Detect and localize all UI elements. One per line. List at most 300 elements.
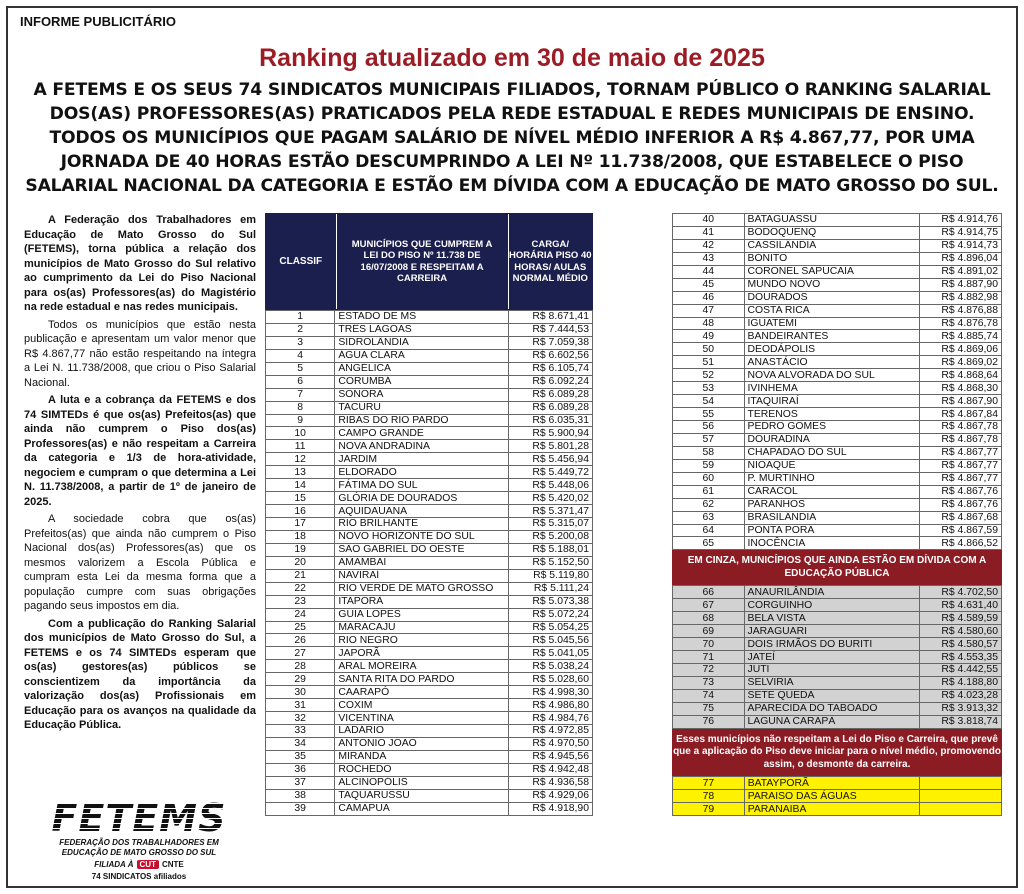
table-row (673, 599, 1002, 612)
municipality-cell: CORGUINHO (744, 599, 920, 612)
salary-cell: R$ 4.702,50 (920, 586, 1002, 599)
municipality-cell: BODOQUENQ (744, 226, 920, 239)
salary-cell: R$ 5.200,08 (509, 530, 593, 543)
salary-cell: R$ 5.111,24 (509, 582, 593, 595)
table-row (266, 375, 593, 388)
table-row (266, 323, 593, 336)
table-row (266, 466, 593, 479)
rank-cell: 73 (673, 676, 745, 689)
table-row (673, 291, 1002, 304)
salary-cell: R$ 5.456,94 (509, 453, 593, 466)
salary-cell: R$ 6.089,28 (509, 401, 593, 414)
salary-cell: R$ 4.867,77 (920, 446, 1002, 459)
table-row (673, 356, 1002, 369)
table-row (266, 388, 593, 401)
municipality-cell: SIDROLÂNDIA (335, 336, 509, 349)
table-row (266, 634, 593, 647)
table-row (673, 317, 1002, 330)
rank-cell: 9 (266, 414, 335, 427)
table-row (673, 278, 1002, 291)
municipality-cell: RIO BRILHANTE (335, 518, 509, 531)
salary-cell: R$ 5.072,24 (509, 608, 593, 621)
rank-cell: 42 (673, 239, 745, 252)
salary-cell: R$ 4.867,77 (920, 472, 1002, 485)
fetems-logo (44, 798, 234, 881)
rank-cell: 10 (266, 427, 335, 440)
salary-cell: R$ 4.914,75 (920, 226, 1002, 239)
salary-cell: R$ 4.885,74 (920, 330, 1002, 343)
table-row (673, 625, 1002, 638)
advertisement-page (6, 6, 1018, 888)
salary-cell: R$ 4.876,78 (920, 317, 1002, 330)
table-row (673, 395, 1002, 408)
salary-cell: R$ 5.073,38 (509, 595, 593, 608)
municipality-cell: ÁGUA CLARA (335, 349, 509, 362)
salary-cell: R$ 4.866,52 (920, 537, 1002, 550)
municipality-cell: GUIA LOPES (335, 608, 509, 621)
salary-cell: R$ 4.876,88 (920, 304, 1002, 317)
salary-cell: R$ 5.371,47 (509, 505, 593, 518)
salary-cell: R$ 4.580,60 (920, 625, 1002, 638)
salary-cell: R$ 4.970,50 (509, 737, 593, 750)
municipality-cell: PARAISO DAS ÁGUAS (744, 790, 920, 803)
table-row (673, 790, 1002, 803)
salary-cell: R$ 7.059,38 (509, 336, 593, 349)
table-row (266, 582, 593, 595)
debt-banner: EM CINZA, MUNICÍPIOS QUE AINDA ESTÃO EM DÍVIDA COM A EDUCAÇÃO PÚBLICA (672, 550, 1002, 585)
municipality-cell: CASSILÂNDIA (744, 239, 920, 252)
table-row (266, 725, 593, 738)
salary-cell: R$ 4.867,78 (920, 433, 1002, 446)
ranking-rows-left (266, 311, 593, 816)
municipality-cell: P. MURTINHO (744, 472, 920, 485)
salary-cell: R$ 4.867,78 (920, 421, 1002, 434)
municipality-cell: PARANAIBA (744, 803, 920, 816)
salary-cell: R$ 4.867,76 (920, 498, 1002, 511)
table-row (266, 530, 593, 543)
rank-cell: 36 (266, 763, 335, 776)
salary-cell: R$ 4.631,40 (920, 599, 1002, 612)
municipality-cell: RIO VERDE DE MATO GROSSO (335, 582, 509, 595)
municipality-cell: ROCHEDO (335, 763, 509, 776)
logo-wordmark: FETEMS (44, 798, 234, 838)
municipality-cell: NOVO HORIZONTE DO SUL (335, 530, 509, 543)
municipality-cell: AMAMBAI (335, 556, 509, 569)
rank-cell: 1 (266, 311, 335, 324)
rank-cell: 6 (266, 375, 335, 388)
rank-cell: 32 (266, 712, 335, 725)
salary-cell: R$ 4.918,90 (509, 802, 593, 815)
table-row (673, 498, 1002, 511)
rank-cell: 74 (673, 689, 745, 702)
municipality-cell: SÃO GABRIEL DO OESTE (335, 543, 509, 556)
municipality-cell: ANASTÁCIO (744, 356, 920, 369)
rank-cell: 58 (673, 446, 745, 459)
rank-cell: 8 (266, 401, 335, 414)
municipality-cell: LAGUNA CARAPÃ (744, 715, 920, 728)
intro-paragraph: A sociedade cobra que os(as) Prefeitos(as) que ainda não cumprem o Piso Nacional dos(as) Professores(as) que os mesmos valorizem a Escola Pública e cumpram esta Lei da mesma forma que a população cumpre com suas obrigações pagando seus impostos em dia. (24, 513, 256, 612)
table-row (266, 518, 593, 531)
salary-cell: R$ 6.089,28 (509, 388, 593, 401)
salary-cell: R$ 3.818,74 (920, 715, 1002, 728)
salary-cell: R$ 4.868,64 (920, 369, 1002, 382)
municipality-cell: CORUMBÁ (335, 375, 509, 388)
municipality-cell: SELVIRIA (744, 676, 920, 689)
table-row (673, 265, 1002, 278)
table-row (266, 686, 593, 699)
rank-cell: 27 (266, 647, 335, 660)
page-title: Ranking atualizado em 30 de maio de 2025 (259, 44, 765, 72)
rank-cell: 77 (673, 777, 745, 790)
rank-cell: 48 (673, 317, 745, 330)
intro-paragraph: A luta e a cobrança da FETEMS e dos 74 SIMTEDs é que os(as) Prefeitos(as) que ainda não cumprem o Piso dos(as) Professores(as) e não respeitam a Carreira da categoria e 1/3 de hora-atividade, negociem e cumpram o que determina a Lei N. 11.738/2008, a partir de 1º de janeiro de 2025. (24, 394, 256, 508)
salary-cell: R$ 4.869,02 (920, 356, 1002, 369)
rank-cell: 54 (673, 395, 745, 408)
rank-cell: 51 (673, 356, 745, 369)
rank-cell: 46 (673, 291, 745, 304)
municipality-cell: CAMPO GRANDE (335, 427, 509, 440)
table-row (266, 621, 593, 634)
ranking-rows-career (673, 777, 1002, 816)
rank-cell: 53 (673, 382, 745, 395)
salary-cell: R$ 6.035,31 (509, 414, 593, 427)
salary-cell: R$ 4.580,57 (920, 638, 1002, 651)
table-row (673, 446, 1002, 459)
table-row (266, 440, 593, 453)
rank-cell: 22 (266, 582, 335, 595)
rank-cell: 35 (266, 750, 335, 763)
table-row (266, 492, 593, 505)
rank-cell: 7 (266, 388, 335, 401)
municipality-cell: TAQUARUSSU (335, 789, 509, 802)
rank-cell: 43 (673, 252, 745, 265)
table-row (673, 239, 1002, 252)
municipality-cell: NOVA ANDRADINA (335, 440, 509, 453)
rank-cell: 16 (266, 505, 335, 518)
salary-cell: R$ 5.449,72 (509, 466, 593, 479)
salary-cell (920, 790, 1002, 803)
municipality-cell: NAVIRAÍ (335, 569, 509, 582)
salary-cell: R$ 4.867,84 (920, 408, 1002, 421)
municipality-cell: ITAPORÃ (335, 595, 509, 608)
rank-cell: 17 (266, 518, 335, 531)
rank-cell: 70 (673, 638, 745, 651)
table-row (673, 485, 1002, 498)
salary-cell: R$ 5.045,56 (509, 634, 593, 647)
municipality-cell: DOURADOS (744, 291, 920, 304)
ranking-table-left (265, 213, 593, 816)
cut-logo: CUT (137, 860, 159, 869)
salary-cell: R$ 5.188,01 (509, 543, 593, 556)
table-row (266, 737, 593, 750)
municipality-cell: ESTADO DE MS (335, 311, 509, 324)
rank-cell: 33 (266, 725, 335, 738)
municipality-cell: RIO NEGRO (335, 634, 509, 647)
municipality-cell: APARECIDA DO TABOADO (744, 702, 920, 715)
salary-cell: R$ 4.891,02 (920, 265, 1002, 278)
table-row (266, 349, 593, 362)
intro-paragraph: Todos os municípios que estão nesta publicação e apresentam um valor menor que R$ 4.867,77 não estão respeitando na íntegra a Lei N. 11.738/2008, que criou o Piso Salarial Nacional. (24, 318, 256, 389)
municipality-cell: SONORA (335, 388, 509, 401)
header-classif: CLASSIF (279, 255, 323, 267)
table-row (266, 569, 593, 582)
rank-cell: 64 (673, 524, 745, 537)
logo-count: 74 SINDICATOS afiliados (91, 872, 187, 881)
rank-cell: 71 (673, 651, 745, 664)
municipality-cell: MUNDO NOVO (744, 278, 920, 291)
salary-cell: R$ 4.868,30 (920, 382, 1002, 395)
municipality-cell: BONITO (744, 252, 920, 265)
salary-cell: R$ 6.092,24 (509, 375, 593, 388)
municipality-cell: TRÊS LAGOAS (335, 323, 509, 336)
rank-cell: 69 (673, 625, 745, 638)
municipality-cell: DEODÁPOLIS (744, 343, 920, 356)
rank-cell: 25 (266, 621, 335, 634)
rank-cell: 79 (673, 803, 745, 816)
municipality-cell: COSTA RICA (744, 304, 920, 317)
salary-cell: R$ 6.105,74 (509, 362, 593, 375)
municipality-cell: CAARAPÓ (335, 686, 509, 699)
salary-cell: R$ 4.986,80 (509, 699, 593, 712)
salary-cell: R$ 5.152,50 (509, 556, 593, 569)
rank-cell: 60 (673, 472, 745, 485)
rank-cell: 28 (266, 660, 335, 673)
table-row (266, 505, 593, 518)
table-row (673, 369, 1002, 382)
rank-cell: 56 (673, 421, 745, 434)
municipality-cell: BATAYPORÃ (744, 777, 920, 790)
rank-cell: 75 (673, 702, 745, 715)
rank-cell: 13 (266, 466, 335, 479)
table-row (266, 336, 593, 349)
salary-cell: R$ 5.041,05 (509, 647, 593, 660)
headline: A FETEMS E OS SEUS 74 SINDICATOS MUNICIPAIS FILIADOS, TORNAM PÚBLICO O RANKING SALARIAL DOS(AS) PROFESSORES(AS) PRATICADOS PELA REDE ESTADUAL E REDES MUNICIPAIS DE ENSINO. TODOS OS MUNICÍPIOS QUE PAGAM SALÁRIO DE NÍVEL MÉDIO INFERIOR A R$ 4.867,77, POR UMA JORNADA DE 40 HORAS ESTÃO DESCUMPRINDO A LEI Nº 11.738/2008, QUE ESTABELECE O PISO SALARIAL NACIONAL DA CATEGORIA E ESTÃO EM DÍVIDA COM A EDUCAÇÃO DE MATO GROSSO DO SUL. (25, 80, 999, 196)
rank-cell: 76 (673, 715, 745, 728)
rank-cell: 67 (673, 599, 745, 612)
salary-cell: R$ 4.023,28 (920, 689, 1002, 702)
municipality-cell: RIBAS DO RIO PARDO (335, 414, 509, 427)
municipality-cell: JAPORÃ (335, 647, 509, 660)
salary-cell: R$ 4.442,55 (920, 664, 1002, 677)
municipality-cell: PARANHOS (744, 498, 920, 511)
municipality-cell: GLÓRIA DE DOURADOS (335, 492, 509, 505)
municipality-cell: ANTONIO JOÃO (335, 737, 509, 750)
table-row (673, 777, 1002, 790)
salary-cell: R$ 5.038,24 (509, 660, 593, 673)
municipality-cell: LADÁRIO (335, 725, 509, 738)
table-row (673, 664, 1002, 677)
salary-cell: R$ 4.869,06 (920, 343, 1002, 356)
table-row (673, 226, 1002, 239)
rank-cell: 40 (673, 214, 745, 227)
cnte-logo: CNTE (161, 860, 184, 869)
rank-cell: 47 (673, 304, 745, 317)
salary-cell: R$ 4.914,76 (920, 214, 1002, 227)
table-row (673, 252, 1002, 265)
salary-cell: R$ 5.448,06 (509, 479, 593, 492)
intro-text (24, 213, 256, 736)
table-row (266, 556, 593, 569)
municipality-cell: DOURADINA (744, 433, 920, 446)
municipality-cell: COXIM (335, 699, 509, 712)
municipality-cell: ARAL MOREIRA (335, 660, 509, 673)
rank-cell: 39 (266, 802, 335, 815)
table-row (673, 715, 1002, 728)
intro-paragraph: Com a publicação do Ranking Salarial dos municípios de Mato Grosso do Sul, a FETEMS e os 74 SIMTEDs esperam que os(as) gestores(as) públicos se conscientizem da importância da valorização dos(as) Profissionais em Educação para os avanços na qualidade da Educação Pública. (24, 617, 256, 731)
salary-cell: R$ 5.054,25 (509, 621, 593, 634)
municipality-cell: BELA VISTA (744, 612, 920, 625)
municipality-cell: IVINHEMA (744, 382, 920, 395)
rank-cell: 15 (266, 492, 335, 505)
table-row (266, 712, 593, 725)
rank-cell: 49 (673, 330, 745, 343)
rank-cell: 23 (266, 595, 335, 608)
salary-cell: R$ 5.119,80 (509, 569, 593, 582)
municipality-cell: ELDORADO (335, 466, 509, 479)
municipality-cell: TERENOS (744, 408, 920, 421)
table-row (266, 802, 593, 815)
table-row (673, 304, 1002, 317)
table-row (673, 524, 1002, 537)
municipality-cell: CHAPADÃO DO SUL (744, 446, 920, 459)
rank-cell: 61 (673, 485, 745, 498)
table-header (265, 213, 593, 310)
salary-cell: R$ 5.801,28 (509, 440, 593, 453)
table-row (673, 586, 1002, 599)
salary-cell: R$ 4.914,73 (920, 239, 1002, 252)
municipality-cell: ALCINOPÓLIS (335, 776, 509, 789)
logo-affiliation (44, 860, 234, 869)
salary-cell: R$ 5.900,94 (509, 427, 593, 440)
salary-cell: R$ 6.602,56 (509, 349, 593, 362)
municipality-cell: DOIS IRMÃOS DO BURITI (744, 638, 920, 651)
municipality-cell: PONTA PORÃ (744, 524, 920, 537)
table-row (673, 472, 1002, 485)
salary-cell: R$ 4.867,59 (920, 524, 1002, 537)
salary-cell (920, 777, 1002, 790)
municipality-cell: BRASILÂNDIA (744, 511, 920, 524)
table-row (266, 595, 593, 608)
rank-cell: 21 (266, 569, 335, 582)
rank-cell: 55 (673, 408, 745, 421)
rank-cell: 78 (673, 790, 745, 803)
rank-cell: 38 (266, 789, 335, 802)
salary-cell: R$ 4.936,58 (509, 776, 593, 789)
salary-cell: R$ 4.984,76 (509, 712, 593, 725)
table-row (266, 647, 593, 660)
rank-cell: 14 (266, 479, 335, 492)
table-row (673, 343, 1002, 356)
rank-cell: 4 (266, 349, 335, 362)
rank-cell: 11 (266, 440, 335, 453)
table-row (673, 421, 1002, 434)
table-row (673, 408, 1002, 421)
salary-cell: R$ 4.882,98 (920, 291, 1002, 304)
table-row (673, 433, 1002, 446)
municipality-cell: SANTA RITA DO PARDO (335, 673, 509, 686)
rank-cell: 44 (673, 265, 745, 278)
table-row (673, 612, 1002, 625)
salary-cell: R$ 4.929,06 (509, 789, 593, 802)
table-row (673, 651, 1002, 664)
table-row (266, 660, 593, 673)
table-row (266, 789, 593, 802)
salary-cell: R$ 4.589,59 (920, 612, 1002, 625)
logo-subtitle: FEDERAÇÃO DOS TRABALHADORES EM EDUCAÇÃO DE MATO GROSSO DO SUL (59, 838, 219, 857)
salary-cell: R$ 5.420,02 (509, 492, 593, 505)
rank-cell: 45 (673, 278, 745, 291)
rank-cell: 57 (673, 433, 745, 446)
salary-cell (920, 803, 1002, 816)
salary-cell: R$ 4.867,76 (920, 485, 1002, 498)
municipality-cell: MIRANDA (335, 750, 509, 763)
salary-cell: R$ 4.896,04 (920, 252, 1002, 265)
municipality-cell: ANGÉLICA (335, 362, 509, 375)
ranking-rows-right (673, 214, 1002, 550)
table-row (673, 689, 1002, 702)
rank-cell: 30 (266, 686, 335, 699)
rank-cell: 72 (673, 664, 745, 677)
salary-cell: R$ 5.028,60 (509, 673, 593, 686)
intro-paragraph: A Federação dos Trabalhadores em Educação de Mato Grosso do Sul (FETEMS), torna pública a relação dos municípios de Mato Grosso do Sul relativo ao cumprimento da Lei do Piso Nacional para os(as) Professores(as) do Magistério na rede estadual e nas redes municipais. (24, 214, 256, 313)
table-row (673, 803, 1002, 816)
table-row (266, 414, 593, 427)
rank-cell: 20 (266, 556, 335, 569)
table-row (673, 676, 1002, 689)
municipality-cell: TACURU (335, 401, 509, 414)
table-row (673, 214, 1002, 227)
municipality-cell: PEDRO GOMES (744, 421, 920, 434)
rank-cell: 59 (673, 459, 745, 472)
rank-cell: 2 (266, 323, 335, 336)
municipality-cell: SETE QUEDA (744, 689, 920, 702)
municipality-cell: BANDEIRANTES (744, 330, 920, 343)
salary-cell: R$ 4.867,77 (920, 459, 1002, 472)
table-row (266, 543, 593, 556)
table-row (266, 401, 593, 414)
salary-cell: R$ 4.553,35 (920, 651, 1002, 664)
rank-cell: 31 (266, 699, 335, 712)
table-row (673, 537, 1002, 550)
municipality-cell: JARAGUARI (744, 625, 920, 638)
salary-cell: R$ 4.867,90 (920, 395, 1002, 408)
rank-cell: 37 (266, 776, 335, 789)
salary-cell: R$ 3.913,32 (920, 702, 1002, 715)
salary-cell: R$ 4.998,30 (509, 686, 593, 699)
rank-cell: 19 (266, 543, 335, 556)
table-row (266, 453, 593, 466)
municipality-cell: JUTI (744, 664, 920, 677)
table-row (673, 459, 1002, 472)
rank-cell: 52 (673, 369, 745, 382)
salary-cell: R$ 8.671,41 (509, 311, 593, 324)
municipality-cell: MARACAJU (335, 621, 509, 634)
table-row (266, 763, 593, 776)
municipality-cell: BATAGUASSU (744, 214, 920, 227)
municipality-cell: IGUATEMI (744, 317, 920, 330)
municipality-cell: CAMAPUÃ (335, 802, 509, 815)
municipality-cell: FÁTIMA DO SUL (335, 479, 509, 492)
salary-cell: R$ 4.942,48 (509, 763, 593, 776)
header-municipios: MUNICÍPIOS QUE CUMPREM A LEI DO PISO Nº 11.738 DE 16/07/2008 E RESPEITAM A CARREIRA (336, 214, 509, 309)
rank-cell: 18 (266, 530, 335, 543)
rank-cell: 3 (266, 336, 335, 349)
table-row (266, 750, 593, 763)
table-row (266, 427, 593, 440)
salary-cell: R$ 5.315,07 (509, 518, 593, 531)
rank-cell: 62 (673, 498, 745, 511)
salary-cell: R$ 4.972,85 (509, 725, 593, 738)
